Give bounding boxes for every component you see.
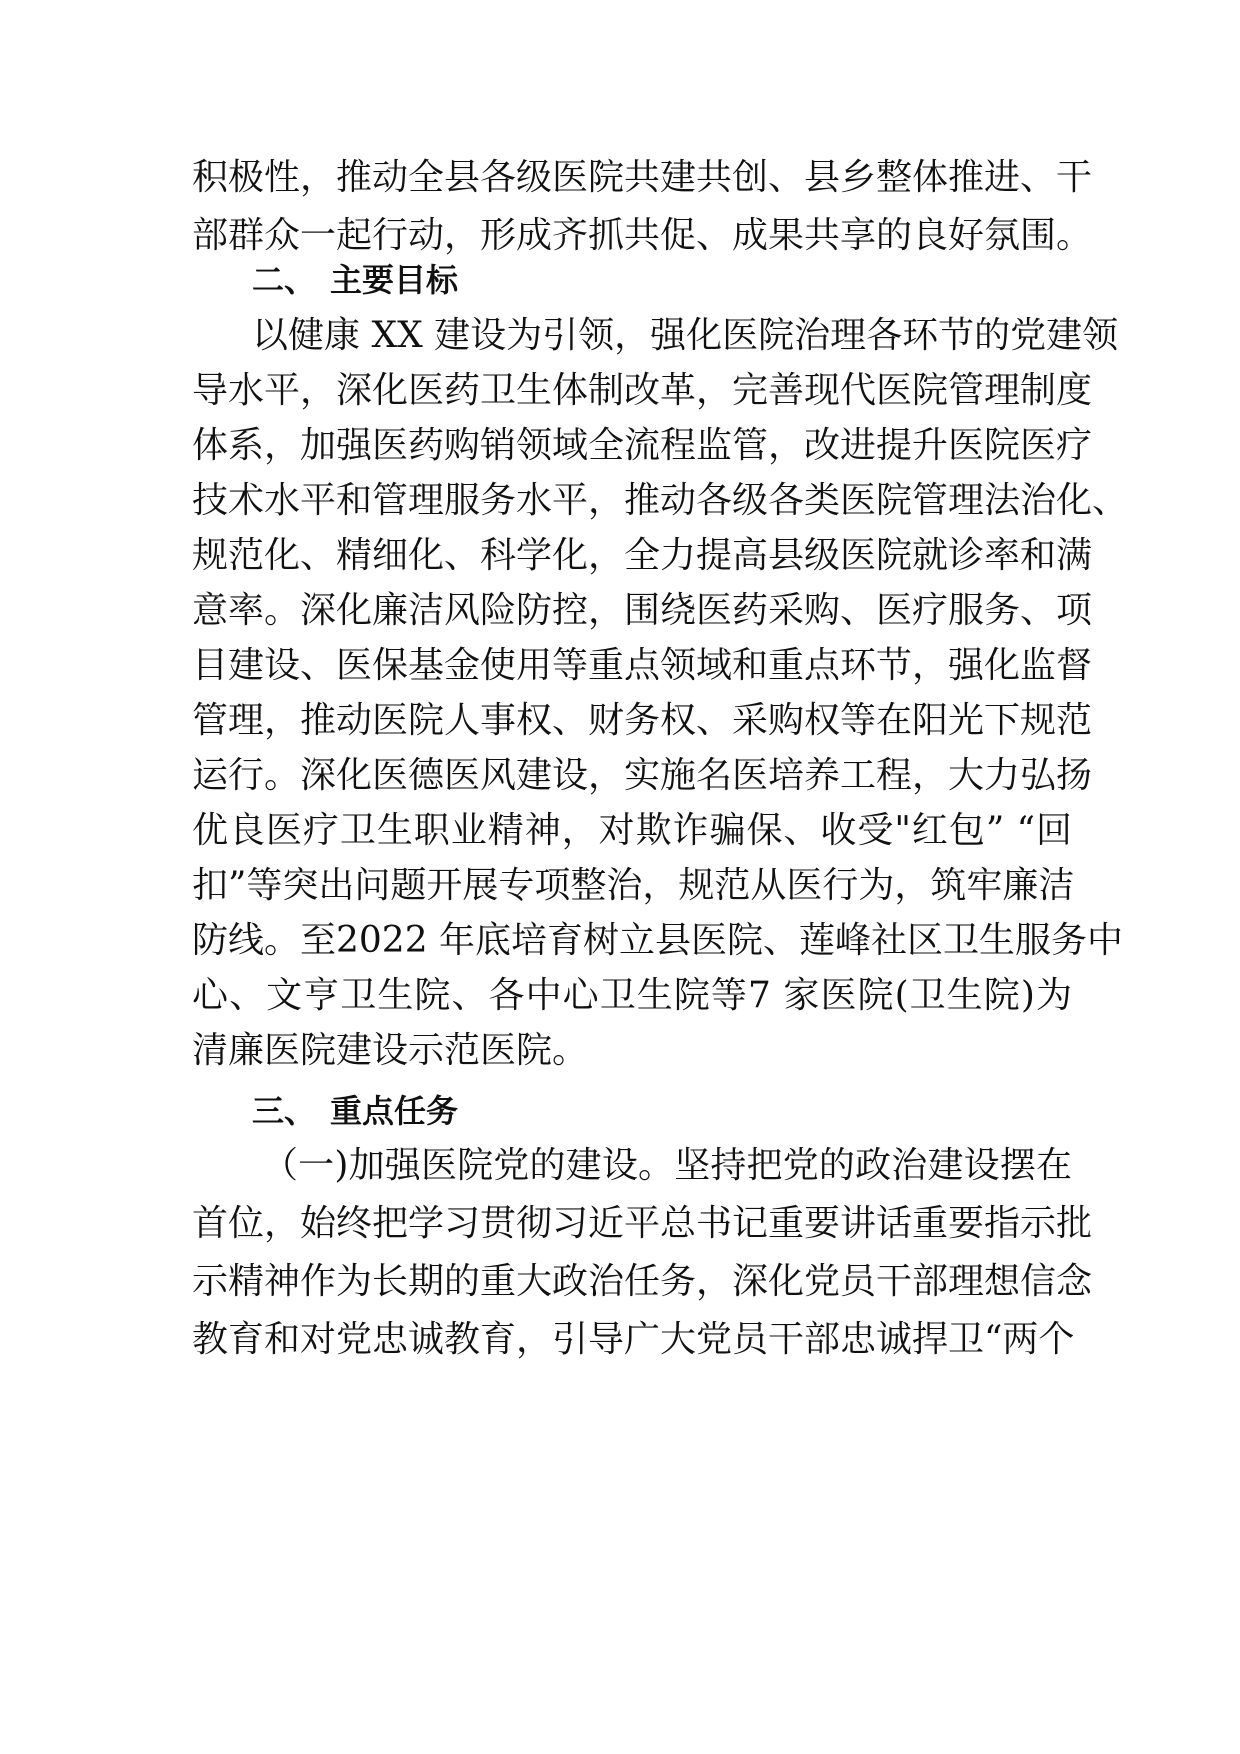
- paragraph-line: 部群众一起行动，形成齐抓共促、成果共享的良好氛围。: [192, 215, 1093, 256]
- section-title: 重点任务: [330, 1092, 459, 1130]
- paragraph-line: 示精神作为长期的重大政治任务，深化党员干部理想信念: [192, 1261, 1093, 1302]
- paragraph-line: 防线。至2022 年底培育树立县医院、莲峰社区卫生服务中: [192, 920, 1124, 961]
- section-number: 二、: [252, 261, 317, 299]
- paragraph-line: 技术水平和管理服务水平，推动各级各类医院管理法治化、: [192, 480, 1129, 521]
- section-heading-main-goals: [252, 261, 459, 299]
- paragraph-line: 意率。深化廉洁风险防控，围绕医药采购、医疗服务、项: [192, 590, 1093, 631]
- paragraph-line: 管理，推动医院人事权、财务权、采购权等在阳光下规范: [192, 700, 1093, 741]
- section-heading-key-tasks: [252, 1092, 459, 1130]
- paragraph-line: 导水平，深化医药卫生体制改革，完善现代医院管理制度: [192, 370, 1093, 411]
- paragraph-line: （一)加强医院党的建设。坚持把党的政治建设摆在: [262, 1145, 1072, 1186]
- paragraph-line: 心、文亨卫生院、各中心卫生院等7 家医院(卫生院)为: [192, 975, 1072, 1016]
- paragraph-line: 教育和对党忠诚教育，引导广大党员干部忠诚捍卫“两个: [192, 1319, 1075, 1360]
- paragraph-line: 目建设、医保基金使用等重点领域和重点环节，强化监督: [192, 645, 1093, 686]
- paragraph-line: 扣”等突出问题开展专项整治，规范从医行为，筑牢廉洁: [192, 865, 1075, 906]
- paragraph-line: 首位，始终把学习贯彻习近平总书记重要讲话重要指示批: [192, 1203, 1093, 1244]
- paragraph-line: 体系，加强医药购销领域全流程监管，改进提升医院医疗: [192, 425, 1093, 466]
- section-title: 主要目标: [330, 261, 459, 299]
- paragraph-line: 清廉医院建设示范医院。: [192, 1030, 589, 1071]
- paragraph-line: 积极性，推动全县各级医院共建共创、县乡整体推进、干: [192, 157, 1093, 198]
- paragraph-line: 优良医疗卫生职业精神，对欺诈骗保、收受"红包” “回: [192, 810, 1072, 851]
- paragraph-line: 运行。深化医德医风建设，实施名医培养工程，大力弘扬: [192, 755, 1093, 796]
- section-number: 三、: [252, 1092, 317, 1130]
- paragraph-line: 以健康 XX 建设为引领，强化医院治理各环节的党建领: [252, 315, 1119, 356]
- paragraph-line: 规范化、精细化、科学化，全力提高县级医院就诊率和满: [192, 535, 1093, 576]
